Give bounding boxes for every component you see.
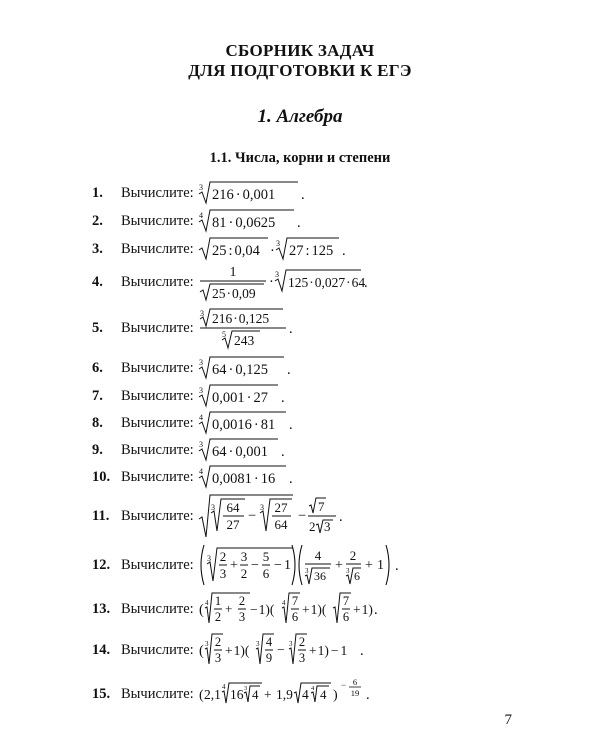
problem-label: Вычислите: xyxy=(121,441,194,458)
svg-text:3: 3 xyxy=(198,440,203,449)
problem-11 xyxy=(92,493,348,539)
svg-text:.: . xyxy=(394,558,399,574)
svg-text:5: 5 xyxy=(262,549,269,564)
svg-text:2: 2 xyxy=(214,635,221,649)
svg-text:3: 3 xyxy=(345,567,350,575)
svg-text:243: 243 xyxy=(233,333,254,348)
problem-label: Вычислите: xyxy=(121,359,194,376)
svg-text:−1)(: −1)( xyxy=(249,602,275,617)
svg-text:27: 27 xyxy=(274,500,288,515)
problem-2 xyxy=(92,206,308,236)
section-heading: 1. Алгебра xyxy=(257,106,343,127)
problem-label: Вычислите: xyxy=(121,240,194,257)
svg-text:3: 3 xyxy=(198,183,203,192)
math-expression xyxy=(198,540,408,590)
svg-text:4: 4 xyxy=(251,687,259,702)
svg-text:4: 4 xyxy=(319,687,327,702)
problem-number: 9. xyxy=(92,441,103,458)
problem-8 xyxy=(92,408,298,438)
svg-text:27: 27 xyxy=(226,517,240,532)
svg-text:.: . xyxy=(300,187,305,203)
svg-text:4: 4 xyxy=(310,685,314,692)
svg-text:3: 3 xyxy=(274,270,279,279)
svg-text:+: + xyxy=(263,687,272,702)
svg-text:+: + xyxy=(364,558,373,573)
svg-text:.: . xyxy=(286,362,291,378)
problem-number: 1. xyxy=(92,184,103,201)
problem-label: Вычислите: xyxy=(121,184,194,201)
svg-text:(: ( xyxy=(198,643,204,659)
svg-text:125·0,027·64: 125·0,027·64 xyxy=(287,275,365,290)
svg-text:1,9: 1,9 xyxy=(275,687,293,702)
svg-text:−: − xyxy=(276,642,285,657)
problem-number: 3. xyxy=(92,240,103,257)
svg-text:1: 1 xyxy=(283,558,291,573)
svg-text:7: 7 xyxy=(317,499,325,514)
problem-14 xyxy=(92,631,378,669)
problem-number: 4. xyxy=(92,273,103,290)
svg-text:3: 3 xyxy=(198,386,203,395)
svg-text:216·0,001: 216 · 0,001 xyxy=(211,187,275,203)
svg-text:4: 4 xyxy=(221,683,226,691)
svg-text:64·0,001: 64 · 0,001 xyxy=(211,444,268,460)
svg-text:−: − xyxy=(250,558,259,573)
math-expression xyxy=(198,180,308,206)
problem-10 xyxy=(92,462,298,492)
math-expression xyxy=(198,464,298,490)
problem-label: Вычислите: xyxy=(121,600,194,617)
svg-text:.: . xyxy=(288,321,293,337)
svg-text:3: 3 xyxy=(259,503,264,512)
svg-text:64: 64 xyxy=(274,517,288,532)
svg-text:): ) xyxy=(332,688,338,703)
problem-label: Вычислите: xyxy=(121,641,194,658)
svg-text:25·0,09: 25·0,09 xyxy=(211,286,256,301)
svg-text:3: 3 xyxy=(243,685,247,692)
svg-text:1: 1 xyxy=(376,558,384,573)
svg-text:(: ( xyxy=(198,602,204,618)
problem-label: Вычислите: xyxy=(121,212,194,229)
problem-label: Вычислите: xyxy=(121,273,194,290)
svg-text:3: 3 xyxy=(323,519,331,534)
svg-text:−: − xyxy=(340,680,346,690)
problem-label: Вычислите: xyxy=(121,319,194,336)
problem-3 xyxy=(92,234,348,264)
svg-text:3: 3 xyxy=(210,503,215,512)
page-number: 7 xyxy=(504,712,512,728)
math-expression xyxy=(198,590,378,628)
problem-number: 7. xyxy=(92,387,103,404)
math-expression xyxy=(198,437,298,463)
svg-text:4: 4 xyxy=(198,211,203,220)
svg-text:.: . xyxy=(288,471,293,487)
svg-text:3: 3 xyxy=(240,549,247,564)
svg-text:36: 36 xyxy=(313,569,326,583)
svg-text:3: 3 xyxy=(298,651,305,665)
svg-text:·: · xyxy=(269,243,275,259)
svg-text:216·0,125: 216·0,125 xyxy=(211,311,269,326)
svg-text:64: 64 xyxy=(226,500,240,515)
math-expression xyxy=(198,677,398,711)
problem-number: 15. xyxy=(92,685,111,702)
svg-text:0,0081·16: 0,0081 · 16 xyxy=(211,471,275,487)
subsection-heading: 1.1. Числа, корни и степени xyxy=(209,150,391,166)
math-expression xyxy=(198,383,298,409)
svg-text:3: 3 xyxy=(275,239,280,248)
svg-text:+1)(: +1)( xyxy=(301,602,327,617)
math-expression xyxy=(198,631,378,669)
problem-number: 2. xyxy=(92,212,103,229)
problem-number: 13. xyxy=(92,600,111,617)
math-expression xyxy=(198,262,373,302)
problem-label: Вычислите: xyxy=(121,556,194,573)
svg-text:5: 5 xyxy=(221,330,226,339)
svg-text:6: 6 xyxy=(353,569,360,583)
svg-text:1: 1 xyxy=(229,265,237,280)
svg-text:3: 3 xyxy=(219,566,226,581)
svg-text:9: 9 xyxy=(265,651,272,665)
math-expression xyxy=(198,493,348,539)
svg-text:.: . xyxy=(296,215,301,231)
svg-text:2: 2 xyxy=(214,610,221,624)
problem-number: 10. xyxy=(92,468,111,485)
svg-text:16: 16 xyxy=(229,687,244,702)
svg-text:7: 7 xyxy=(291,594,298,608)
svg-text:4: 4 xyxy=(301,687,309,702)
svg-text:2: 2 xyxy=(349,548,356,563)
math-expression xyxy=(198,236,348,262)
problem-number: 14. xyxy=(92,641,111,658)
svg-text:4: 4 xyxy=(204,599,209,607)
problem-1 xyxy=(92,178,308,208)
problem-4 xyxy=(92,262,373,302)
svg-text:+1)−1: +1) − 1 xyxy=(308,643,347,658)
svg-text:3: 3 xyxy=(206,554,211,563)
svg-text:+1): +1) xyxy=(352,602,373,617)
svg-text:.: . xyxy=(359,643,364,659)
svg-text:2,1: 2,1 xyxy=(203,687,221,702)
math-expression xyxy=(198,307,298,349)
svg-text:0,001·27: 0,001 · 27 xyxy=(211,390,268,406)
problem-label: Вычислите: xyxy=(121,414,194,431)
svg-text:3: 3 xyxy=(199,309,204,318)
svg-text:19: 19 xyxy=(350,688,359,698)
svg-text:−: − xyxy=(273,558,282,573)
problem-number: 5. xyxy=(92,319,103,336)
svg-text:1: 1 xyxy=(214,594,221,608)
svg-text:(: ( xyxy=(198,688,204,703)
problem-13 xyxy=(92,590,378,628)
svg-text:3: 3 xyxy=(304,567,309,575)
problem-9 xyxy=(92,435,298,465)
svg-text:+: + xyxy=(334,558,343,573)
math-expression xyxy=(198,410,298,436)
problem-5 xyxy=(92,307,298,349)
svg-text:6: 6 xyxy=(262,566,269,581)
svg-text:.: . xyxy=(373,602,378,618)
svg-text:3: 3 xyxy=(198,358,203,367)
svg-text:.: . xyxy=(338,509,343,525)
svg-text:64·0,125: 64 · 0,125 xyxy=(211,362,268,378)
problem-15 xyxy=(92,677,398,711)
svg-text:6: 6 xyxy=(291,610,298,624)
svg-text:+: + xyxy=(224,601,233,616)
svg-text:−: − xyxy=(297,508,306,524)
svg-text:81·0,0625: 81 · 0,0625 xyxy=(211,215,275,231)
svg-text:25:0,04: 25 : 0,04 xyxy=(211,243,260,259)
svg-text:+1)(: +1)( xyxy=(224,643,250,658)
svg-text:3: 3 xyxy=(255,640,260,648)
page-subtitle: ДЛЯ ПОДГОТОВКИ К ЕГЭ xyxy=(188,61,412,80)
problem-7 xyxy=(92,381,298,411)
svg-text:4: 4 xyxy=(281,599,286,607)
problem-number: 6. xyxy=(92,359,103,376)
svg-text:4: 4 xyxy=(265,635,272,649)
svg-text:.: . xyxy=(365,687,370,703)
problem-12 xyxy=(92,540,408,590)
svg-text:−: − xyxy=(247,508,256,524)
svg-text:.: . xyxy=(288,417,293,433)
problem-number: 8. xyxy=(92,414,103,431)
problem-6 xyxy=(92,353,298,383)
svg-text:.: . xyxy=(363,275,368,291)
svg-text:.: . xyxy=(280,444,285,460)
svg-text:3: 3 xyxy=(204,640,209,648)
svg-text:2: 2 xyxy=(240,566,247,581)
page-title: СБОРНИК ЗАДАЧ xyxy=(225,41,375,60)
problem-label: Вычислите: xyxy=(121,685,194,702)
svg-text:3: 3 xyxy=(238,610,245,624)
svg-text:3: 3 xyxy=(288,640,293,648)
problem-label: Вычислите: xyxy=(121,507,194,524)
svg-text:6: 6 xyxy=(352,677,357,687)
problem-number: 12. xyxy=(92,556,111,573)
svg-text:6: 6 xyxy=(342,610,349,624)
svg-text:4: 4 xyxy=(198,467,203,476)
svg-text:7: 7 xyxy=(342,594,349,608)
svg-text:4: 4 xyxy=(198,413,203,422)
math-expression xyxy=(198,355,298,381)
svg-text:·: · xyxy=(268,274,274,290)
svg-text:2: 2 xyxy=(219,549,226,564)
svg-text:+: + xyxy=(229,558,238,573)
svg-text:2: 2 xyxy=(308,519,316,534)
svg-text:2: 2 xyxy=(298,635,305,649)
problem-number: 11. xyxy=(92,507,110,524)
svg-text:.: . xyxy=(341,243,346,259)
svg-text:0,0016·81: 0,0016 · 81 xyxy=(211,417,275,433)
svg-text:3: 3 xyxy=(214,651,221,665)
svg-text:.: . xyxy=(280,390,285,406)
svg-text:2: 2 xyxy=(238,594,245,608)
svg-text:27:125: 27 : 125 xyxy=(288,243,333,259)
problem-label: Вычислите: xyxy=(121,387,194,404)
problem-label: Вычислите: xyxy=(121,468,194,485)
math-expression xyxy=(198,208,308,234)
svg-text:4: 4 xyxy=(314,548,321,563)
